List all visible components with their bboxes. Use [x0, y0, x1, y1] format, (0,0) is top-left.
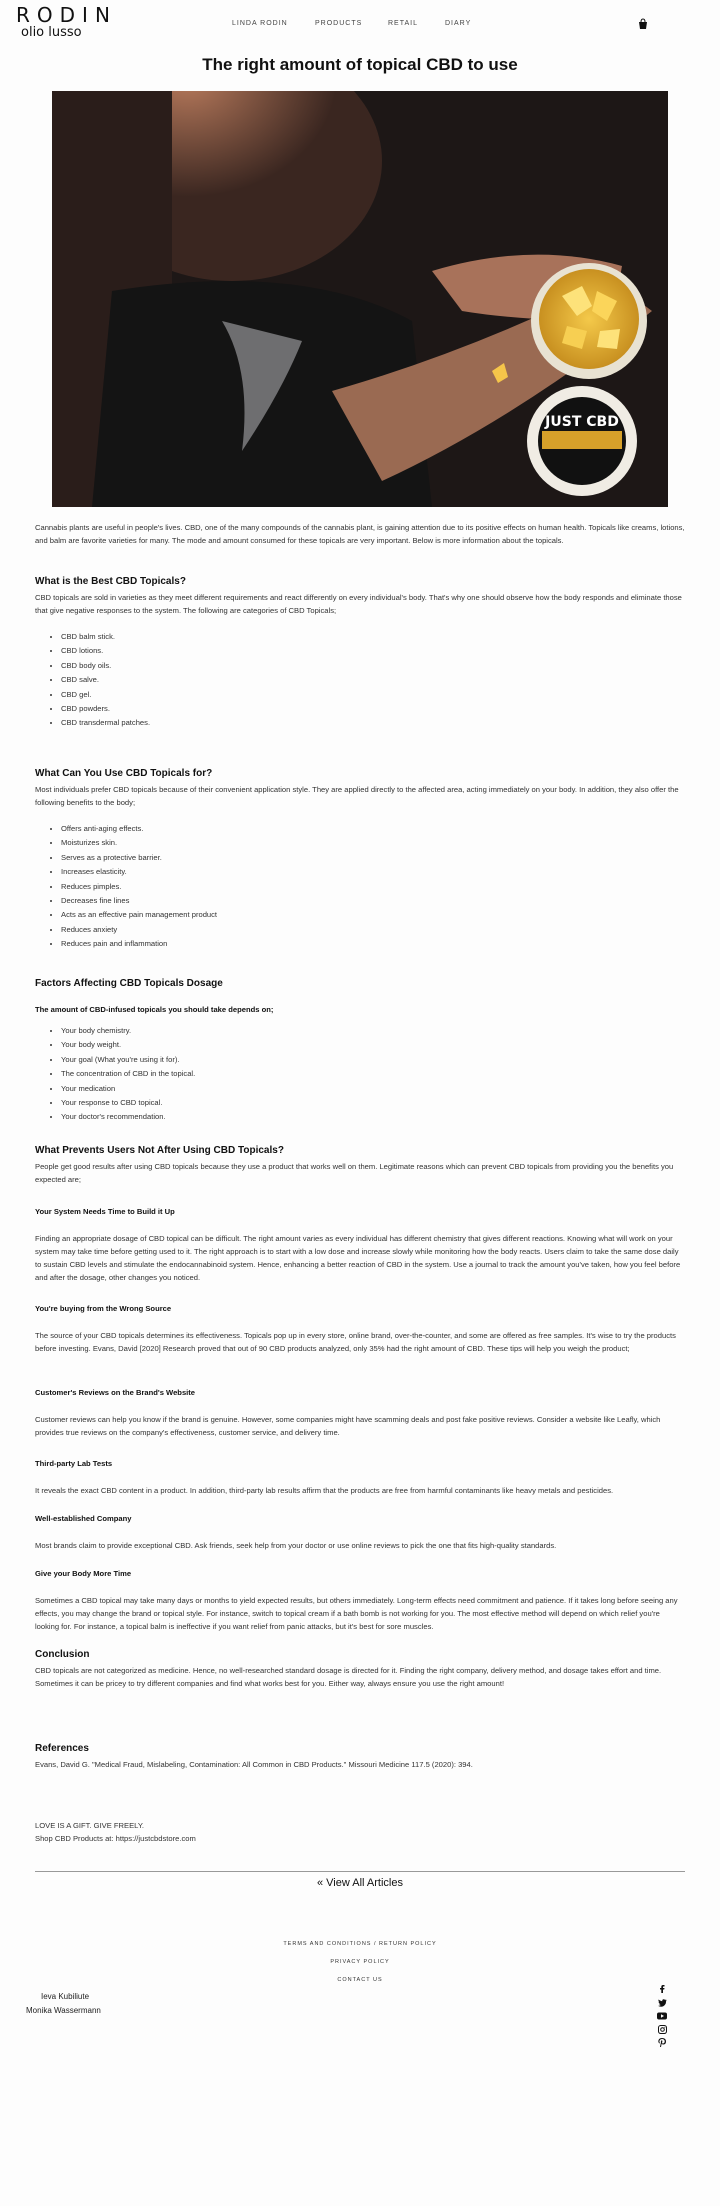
list-item: • Your doctor's recommendation. [61, 1110, 195, 1124]
hero-jar-label: JUST CBD [545, 414, 619, 430]
section-uses-heading: What Can You Use CBD Topicals for? [35, 768, 213, 779]
article-title: The right amount of topical CBD to use [202, 55, 518, 74]
references-heading: References [35, 1743, 89, 1754]
hero-image [52, 91, 668, 507]
conclusion-text: CBD topicals are not categorized as medicine. Hence, no well-researched standard dosage is directed for it. Finding the right company, delivery method, and dosage takes effort and time. Sometimes it can be pricey to try different companies and find what works best for you. Either way, always ensure you use the right amount! [35, 1666, 662, 1688]
subsection-time-more-heading: Give your Body More Time [35, 1569, 132, 1578]
list-item: • Your goal (What you're using it for). [61, 1053, 195, 1067]
subsection-reviews-text: Customer reviews can help you know if the brand is genuine. However, some companies might have scamming deals and post fake positive reviews. Consider a website like Leafly, which provides true reviews on the company's effectiveness, customer service, and delivery time. [35, 1415, 661, 1437]
section-best-topicals-heading: What is the Best CBD Topicals? [35, 576, 186, 587]
list-item: • CBD transdermal patches. [61, 716, 150, 730]
section-prevents-heading: What Prevents Users Not After Using CBD Topicals? [35, 1145, 284, 1156]
list-item: • Your body chemistry. [61, 1024, 195, 1038]
subsection-time-text: Finding an appropriate dosage of CBD topical can be difficult. The right amount varies as every individual has different chemistry that gives different reactions. Knowing what will work on your system may take time before getting used to it. The right approach is to start with a low dose and increase slowly while monitoring how the body reacts. Users claim to take the same dose daily to sustain CBD levels and stimulate the endocannabinoid system. Hence, enhancing a better reaction of CBD in the system. Use a journal to track the amount you've taken, how you feel before and after the dosage, other changes you noticed. [35, 1234, 681, 1282]
section-best-topicals-text: CBD topicals are sold in varieties as they meet different requirements and react differently on every individual's body. That's why one should observe how the body responds and eliminate those that give negative responses to the system. The following are categories of CBD Topicals; [35, 593, 682, 615]
subsection-source-heading: You're buying from the Wrong Source [35, 1304, 172, 1313]
nav-retail[interactable]: RETAIL [388, 20, 418, 27]
section-uses-text: Most individuals prefer CBD topicals because of their convenient application style. They are applied directly to the affected area, acting immediately on your body. In addition, they also offer the following benefits to the body; [35, 785, 679, 807]
pinterest-icon[interactable] [656, 2034, 668, 2048]
list-item: • Acts as an effective pain management product [61, 908, 217, 922]
subsection-reviews-heading: Customer's Reviews on the Brand's Website [35, 1388, 196, 1397]
logo-sub-text: olio lusso [21, 25, 82, 40]
youtube-icon[interactable] [656, 2007, 668, 2021]
subsection-company-text: Most brands claim to provide exceptional CBD. Ask friends, seek help from your doctor or use online reviews to pick the one that fits high-quality standards. [35, 1541, 557, 1550]
shopping-bag-icon[interactable] [637, 18, 649, 30]
list-item: • Your medication [61, 1082, 195, 1096]
list-item: • CBD powders. [61, 702, 150, 716]
subsection-company-heading: Well-established Company [35, 1514, 132, 1523]
social-icons [656, 1980, 668, 2048]
list-item: • Reduces anxiety [61, 923, 217, 937]
credits [26, 1990, 101, 2018]
list-item: • Reduces pimples. [61, 880, 217, 894]
hero-photo-illustration [52, 91, 668, 507]
subsection-time-heading: Your System Needs Time to Build it Up [35, 1207, 175, 1216]
references-text: Evans, David G. "Medical Fraud, Mislabeling, Contamination: All Common in CBD Products." Missouri Medicine 117.5 (2020): 394. [35, 1760, 473, 1769]
list-item: • CBD body oils. [61, 659, 150, 673]
list-item: • Decreases fine lines [61, 894, 217, 908]
credit-name: Monika Wassermann [26, 2006, 101, 2015]
site-header [0, 0, 720, 48]
conclusion-heading: Conclusion [35, 1649, 90, 1660]
dosage-factors-list [51, 1024, 195, 1125]
subsection-source-text: The source of your CBD topicals determines its effectiveness. Topicals pop up in every store, online brand, over-the-counter, and some are offered as free samples. It's wise to try the products before investing. Evans, David [2020] Research proved that out of 90 CBD products analyzed, only 35% had the right amount of CBD. These tips will help you weigh the product; [35, 1331, 676, 1353]
list-item: • Your body weight. [61, 1038, 195, 1052]
list-item: • CBD salve. [61, 673, 150, 687]
shop-link[interactable]: Shop CBD Products at: https://justcbdstore.com [35, 1834, 196, 1843]
footer-links [0, 1935, 720, 1989]
tagline: LOVE IS A GIFT. GIVE FREELY. [35, 1821, 145, 1830]
subsection-lab-tests-text: It reveals the exact CBD content in a product. In addition, third-party lab results affirm that the products are free from harmful contaminants like heavy metals and pesticides. [35, 1486, 614, 1495]
section-prevents-text: People get good results after using CBD topicals because they use a product that works well on them. Legitimate reasons which can prevent CBD topicals from providing you the benefits you expected are; [35, 1162, 674, 1184]
site-logo[interactable] [16, 3, 117, 40]
intro-paragraph: Cannabis plants are useful in people's lives. CBD, one of the many compounds of the cannabis plant, is gaining attention due to its positive effects on human health. Topicals like creams, lotions, and balm are favorite varieties for many. The mode and amount consumed for these topicals are very important. Below is more information about the topicals. [35, 523, 685, 545]
topicals-category-list [51, 630, 150, 731]
instagram-icon[interactable] [656, 2021, 668, 2035]
subsection-lab-tests-heading: Third-party Lab Tests [35, 1459, 113, 1468]
main-nav [232, 20, 471, 27]
list-item: • The concentration of CBD in the topical. [61, 1067, 195, 1081]
section-dosage-factors-subheading: The amount of CBD-infused topicals you should take depends on; [35, 1005, 274, 1014]
twitter-icon[interactable] [656, 1994, 668, 2008]
nav-products[interactable]: PRODUCTS [315, 20, 363, 27]
privacy-link[interactable]: PRIVACY POLICY [330, 1959, 390, 1965]
list-item: • Reduces pain and inflammation [61, 937, 217, 951]
list-item: • CBD lotions. [61, 644, 150, 658]
nav-diary[interactable]: DIARY [445, 20, 472, 27]
credit-name: Ieva Kubiliute [41, 1992, 90, 2001]
list-item: • Moisturizes skin. [61, 836, 217, 850]
nav-linda-rodin[interactable]: LINDA RODIN [232, 20, 288, 27]
list-item: • Serves as a protective barrier. [61, 851, 217, 865]
list-item: • Offers anti-aging effects. [61, 822, 217, 836]
logo-main-text: RODIN [16, 3, 117, 27]
section-dosage-factors-heading: Factors Affecting CBD Topicals Dosage [35, 978, 223, 989]
list-item: • Increases elasticity. [61, 865, 217, 879]
subsection-time-more-text: Sometimes a CBD topical may take many days or months to yield expected results, but others immediately. Long-term effects need commitment and patience. If it takes long before seeing any effects, you may change the brand or topical style. For instance, switch to topical cream if a bath bomb is not working for you. The most effective method will depend on which relief you're looking for. For instance, a topical balm is ineffective if you want relief from panic attacks, but it's best for sore muscles. [35, 1596, 678, 1631]
terms-link[interactable]: TERMS AND CONDITIONS / RETURN POLICY [283, 1941, 437, 1947]
view-all-articles-link[interactable]: « View All Articles [316, 1877, 403, 1889]
facebook-icon[interactable] [656, 1980, 668, 1994]
contact-link[interactable]: CONTACT US [337, 1977, 383, 1983]
footer-divider [35, 1871, 685, 1872]
list-item: • CBD balm stick. [61, 630, 150, 644]
list-item: • Your response to CBD topical. [61, 1096, 195, 1110]
list-item: • CBD gel. [61, 688, 150, 702]
benefits-list [51, 822, 217, 952]
